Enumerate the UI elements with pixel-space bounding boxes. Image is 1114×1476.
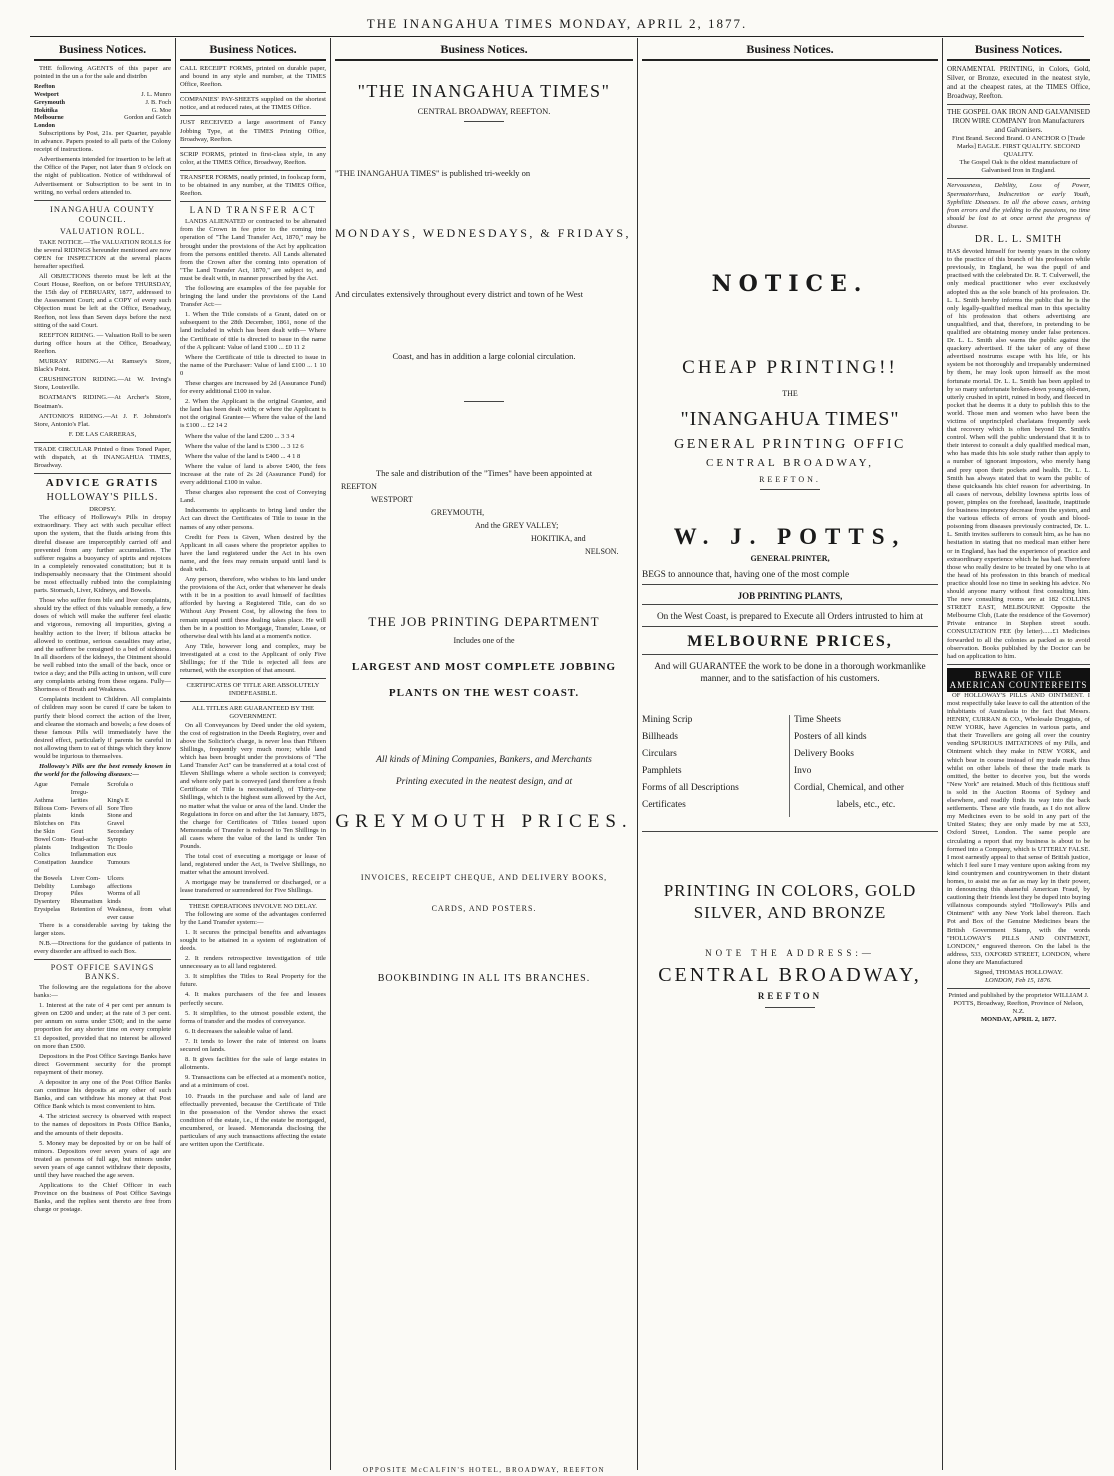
divider — [765, 1007, 815, 1008]
advantage-item: 8. It gives facilities for the sale of large estates in allotments. — [180, 1056, 326, 1072]
column-header: Business Notices. — [34, 38, 171, 61]
nb-text: N.B.—Directions for the guidance of patients in every disorder are affixed to each Box. — [34, 939, 171, 955]
melbourne-prices: MELBOURNE PRICES, — [687, 633, 893, 650]
holloway-signature: Signed, THOMAS HOLLOWAY. — [974, 969, 1063, 976]
beware-line-1: BEWARE OF VILE — [974, 669, 1063, 680]
table-row: London — [34, 122, 56, 130]
printing-text: Printing executed in the neatest design, and at — [395, 777, 573, 787]
savings-item: A depositor in any one of the Post Office Banks can continue his deposits at any other of such Banks, and can withdraw his money at that Post Office Bank which is most convenient to him. — [34, 1079, 171, 1111]
divider — [180, 701, 326, 702]
central-broadway: CENTRAL BROADWAY, — [658, 964, 922, 986]
printer-name: W. J. POTTS, — [673, 524, 907, 549]
bookbinding-text: BOOKBINDING IN ALL ITS BRANCHES. — [377, 973, 591, 984]
table-row: Constipation of Jaundice Tumours — [34, 859, 130, 875]
land-transfer-title: LAND TRANSFER ACT — [189, 205, 317, 216]
fee-item: These charges also represent the cost of Conveying Land. — [180, 489, 326, 505]
table-row: Asthma larities King's E — [34, 796, 129, 804]
fee-item: 2. When the Applicant is the original Grantee, and the land has been dealt with; or where the Applicant is not the original Grantee— Where the value of the land is £100 ... £2 14 2 — [180, 398, 326, 430]
fee-item: Where the value of the land is £300 ... 3 12 6 — [185, 442, 304, 450]
divider — [642, 604, 938, 605]
largest-text: LARGEST AND MOST COMPLETE JOBBING — [351, 661, 617, 673]
table-row: Colics Inflammation eux — [34, 851, 117, 859]
plants-text: PLANTS ON THE WEST COAST. — [388, 687, 580, 699]
imprint-text: Printed and published by the proprietor WILLIAM J. POTTS, Broadway, Reefton, Province of Nelson, N.Z. — [948, 992, 1089, 1016]
holloway-counterfeit-text — [947, 692, 1090, 985]
take-notice-text: TAKE NOTICE.—The VALUATION ROLLS for the several RIDINGS hereunder mentioned are now OPEN for INSPECTION at the several places hereafter specified. — [34, 238, 172, 270]
list-item: Certificates — [642, 800, 686, 810]
gospel-oak-notice: THE GOSPEL OAK IRON AND GALVANISED IRON WIRE COMPANY Iron Manufacturers and Galvanisers. — [947, 108, 1090, 134]
fee-item: These charges are increased by 2d (Assurance Fund) for every additional £100 in value. — [180, 380, 326, 396]
certificates-heading: CERTIFICATES OF TITLE ARE ABSOLUTELY INDEFEASIBLE. — [186, 682, 320, 698]
delay-heading: THESE OPERATIONS INVOLVE NO DELAY. — [188, 902, 318, 910]
fees-intro: The following are examples of the fee payable for bringing the land under the provisions of the Land Transfer Act:— — [180, 284, 326, 309]
divider — [760, 489, 820, 490]
cheap-printing-title: CHEAP PRINTING!! — [682, 357, 898, 378]
diseases-table — [34, 781, 171, 921]
agents-title: THE following AGENTS of this paper are pointed in the un a for the sale and distribn — [34, 65, 171, 81]
table-row: Westport J. L. Munro — [34, 90, 171, 98]
counterfeit-text: OF HOLLOWAY'S PILLS AND OINTMENT. I most respectfully take leave to call the attention of the inhabitants of Australasia to the fact that Messrs. HENRY, CURRAN & CO., Wholesale Druggists, of NEW YORK, have Agencies in various parts, and that their Travellers are going all over the country vending SPURIOUS IMITATIONS of my Pills, and Ointment which they make in NEW YORK, and which bear in course instead of my trade mark thus whilst on other labels of these the trade mark is omitted, the better to deceive you, but the words "New York" are retained. Much of this fictitious stuff is sold in the Auction Rooms of Sydney and elsewhere, and readily finds its way into the back settlements. These are vile frauds, as I do not allow my Medicines even to be sold in any part of the United States; they are only made by me at 533, Oxford Street, London. The same people are circulating a report that my business is about to be formed into a Company, which is UTTERLY FALSE. I most earnestly appeal to that sense of British justice, which I feel sure I may venture upon asking from my kind countrymen and countrywomen in their distant homes, to assist me as far as may lay in their power, in denouncing this shameful American Fraud, by cautioning their friends lest they be duped into buying villainous compounds styled "Holloway's Pills and Ointment" with any New York label thereon. Each Pot and Box of the Genuine Medicines bears the British Government Stamp, with the words "HOLLOWAY'S PILLS AND OINTMENT, LONDON," engraved thereon. On the label is the address, 533, OXFORD STREET, LONDON, where alone they are Manufactured — [947, 691, 1090, 966]
transfer-notice: TRANSFER FORMS, neatly printed, in foolscap form, to be obtained in any number, at the TIMES Office, Reefton. — [180, 173, 326, 198]
list-item: Posters of all kinds — [794, 732, 867, 742]
column-header: Business Notices. — [642, 38, 938, 61]
list-item: Circulars — [642, 749, 677, 759]
note-address: NOTE THE ADDRESS:— — [705, 948, 875, 958]
credit-text: Credit for Fees is Given, When desired by the Applicant in all cases where the proprietor applies to have the land registered under the Act in his own name, and the fees may remain unpaid until land is dealt with. — [180, 533, 326, 573]
advantages-intro: The following are some of the advantages conferred by the Land Transfer system:— — [180, 910, 326, 926]
doctor-name: DR. L. L. SMITH — [974, 234, 1063, 246]
land-transfer-notice — [180, 218, 326, 1149]
subscriptions-text: Subscriptions by Post, 21s. per Quarter, payable in advance. Papers posted to all parts of the Colony receipt of instructions. — [34, 129, 171, 154]
divider — [642, 626, 938, 627]
column-header: Business Notices. — [947, 38, 1090, 61]
table-row: Hokitika G. Moe — [34, 106, 171, 114]
greymouth-prices: GREYMOUTH PRICES. — [335, 811, 633, 832]
savings-item: 5. Money may be deposited by or on be half of minors. Depositors over seven years of age are treated as persons of full age, but minors under seven years of age cannot withdraw their deposits, until they have reached the age seven. — [34, 1139, 171, 1180]
scrip-notice: SCRIP FORMS, printed in first-class style, in any color, at the TIMES Office, Broadway, Reefton. — [180, 150, 326, 166]
savings-item: 4. The strictest secrecy is observed with respect to the names of depositors in Posts Office Banks, and the amounts of their deposits. — [34, 1113, 171, 1137]
advantage-item: 4. It makes purchasers of the fee and lessees perfectly secure. — [180, 991, 326, 1007]
table-row: Ague Female Irregu- Scrofula o — [34, 781, 134, 797]
job-department-title: THE JOB PRINTING DEPARTMENT — [368, 614, 600, 629]
table-row: Greymouth J. B. Foch — [34, 98, 171, 106]
table-row: Bowel Com- Head-ache Sympto — [34, 835, 127, 843]
printing-list — [642, 715, 938, 817]
table-row: Dropsy Piles Worms of all — [34, 890, 140, 898]
column-1 — [30, 38, 175, 1470]
agent-place: NELSON. — [585, 547, 619, 556]
objections-text: All OBJECTIONS thereto must be left at the Court House, Reefton, on or before THURSDAY, the 15th day of FEBRUARY, 1877, addressed to the Assessment Court; and a COPY of every such Objection must be left at the Office, Broadway, Reefton, not less than Seven days before the next sitting of the said Court. — [34, 273, 171, 329]
column-3-footer: OPPOSITE McCALFIN'S HOTEL, BROADWAY, REEFTON — [362, 1466, 606, 1474]
orders-text: On the West Coast, is prepared to Execute all Orders intrusted to him at — [656, 612, 924, 622]
riding-text: BOATMAN'S RIDING.—At Archer's Store, Boatman's. — [34, 394, 171, 410]
divider — [34, 442, 171, 443]
advantage-item: 7. It tends to lower the rate of interest on loans secured on lands. — [180, 1037, 326, 1054]
divider — [180, 678, 326, 679]
riding-text: CRUSHINGTON RIDING.—At W. Irving's Store, Louisville. — [34, 376, 171, 392]
fee-item: Where the value of the land £200 ... 3 3 4 — [185, 432, 295, 440]
companies-notice: COMPANIES' PAY-SHEETS supplied on the shortest notice, and at reduced rates, at the TIMES Office. — [180, 96, 326, 112]
divider — [34, 959, 171, 960]
riding-text: MURRAY RIDING.—At Ramsey's Store, Black's Point. — [34, 358, 171, 374]
divider — [180, 170, 326, 171]
column-header: Business Notices. — [335, 38, 633, 61]
agent-place: WESTPORT — [371, 495, 413, 504]
ornamental-notice: ORNAMENTAL PRINTING, in Colors, Gold, Silver, or Bronze, executed in the neatest style, and at the cheapest rates, at the TIMES Office, Broadway, Reefton. — [947, 65, 1090, 100]
children-text: Complaints incident to Children. All complaints of children may soon be cured if care be taken to purify their blood correct the action of the liver, and cleanse the stomach and bowels; a few doses of these famous Pills will immediately have the desired effect, particularly if parents be careful in not allowing them to eat of things which they know would be injurious to themselves. — [34, 696, 171, 760]
column-2 — [176, 38, 330, 1470]
list-item: Delivery Books — [794, 749, 854, 759]
paper-title: "THE INANGAHUA TIMES" — [357, 81, 611, 101]
divider — [642, 654, 938, 655]
published-text: "THE INANGAHUA TIMES" is published tri-weekly on — [335, 168, 531, 178]
divider — [947, 178, 1090, 179]
printing-list-left — [642, 715, 790, 817]
table-row: Melbourne Gordon and Gotch — [34, 114, 171, 122]
land-text: LANDS ALIENATED or contracted to be alienated from the Crown in fee prior to the coming into operation of "The Land Transfer Act, 1870," may be brought under the provisions of the Act by application from the persons entitled thereto. All Lands alienated from the Crown after the coming into operation of "The Land Transfer Act, 1870," are subject to, and must be dealt with, in manner prescribed by the Act. — [180, 218, 326, 282]
council-title: INANGAHUA COUNTY COUNCIL. — [49, 203, 155, 224]
table-row: Reefton — [34, 83, 55, 91]
agent-place: REEFTON — [341, 482, 377, 491]
imprint-date: MONDAY, APRIL 2, 1877. — [980, 1016, 1057, 1024]
masthead-title: THE INANGAHUA TIMES MONDAY, APRIL 2, 1877. — [366, 16, 748, 31]
printing-office: GENERAL PRINTING OFFIC — [674, 437, 906, 452]
doctor-text: HAS devoted himself for twenty years in the colony to the practice of this branch of his profession while previously, in England, he was the pupil of and practised with the celebrated Dr. R. T. Culverwell, the only medical practitioner who ever exclusively adopted this as the sole branch of his profession. Dr. L. L. Smith hereby informs the public that he is the only legally-qualified medical man in this speciality of his profession that others advertising are unqualified, and that, therefore, in pretending to be qualified are obtaining money under false pretences. Dr. L. L. Smith also warns the public against the quackery advertised. If the taker of any of these advertised nostrums escape with his life, or his system be not thoroughly and irreparably undermined by them, he may look upon himself as the most fortunate mortal. Dr. L. L. Smith has been applied to by so many unfortunate broken-down young old-men, utterly crushed in spirit, ruined in body, and fleeced in pocket that he deems it a duty to publish this to the world. Those men and women who have been the victims of unprincipled charlatans frequently seek that recovery which is often beyond Dr. Smith's control. When will the public understand that it is to their interest to consult a duly qualified medical man, who has made this his sole study rather than apply to a number of ignorant impostors, who merely hang and prey upon their pockets and health. Dr. L. L. Smith has always stated that to warn the public of these quicksands his chief reason for advertising. In all cases of nervous, debility lowness spirits loss of power, pimples on the forehead, lassitude, inaptitude for business impotency decrease from the system, and the various effects of errors of youth and blood-poisoning from diseases previously contracted, Dr. L. L. Smith invites sufferers to consult him, as he has no hesitation in stating that no medical man either here or in England, has had the experience of practice and extraordinary experience which he has had. Therefore those who really desire to be treated by one who is at the head of his profession in this branch of medical practice should lose no time in seeking his advice. No should anyone marry without first consulting him. The new consulting rooms are at 182 COLLINS STREET EAST, MELBOURNE Opposite the Melbourne Club, (Late the residence of the Governor) Private entrance in Stephen street south. CONSULTATION FEE (by letter)......£1 Medicines forwarded to all the colonies as packed as to avoid observation. Books published by the Doctor can be had on application to him. — [947, 248, 1090, 660]
fee-item: Where the Certificate of title is directed to issue in the name of the Purchaser: Value of land £100 ... 1 10 0 — [180, 353, 326, 377]
paper-address: CENTRAL BROADWAY, REEFTON. — [417, 106, 551, 116]
total-cost-text: The total cost of executing a mortgage or lease of land, registered under the Act, is Twelve Shillings, no matter what the amount involved. — [180, 853, 326, 877]
list-item: Pamphlets — [642, 766, 682, 776]
notice-title: NOTICE. — [711, 271, 869, 297]
any-person-text: Any person, therefore, who wishes to his land under the provisions of the Act, order that whenever he deals with it be in a position to avail himself of facilities afforded by having a Registered Title, can do so Without Any Present Cost, by allowing the fees to remain unpaid until these dealing takes place. He will then be in a position to Mortgage, Transfer, Lease, or otherwise deal with his land at a moment's notice. — [180, 576, 326, 640]
call-receipt-notice: CALL RECEIPT FORMS, printed on durable paper, and bound in any style and number, at the TIMES Office, Reefton. — [180, 65, 326, 89]
table-row: plaints Indigestion Tic Doulo — [34, 843, 133, 851]
riding-text: ANTONIO'S RIDING.—At J. F. Johnston's Store, Antonio's Flat. — [34, 412, 171, 428]
list-item: Forms of all Descriptions — [642, 783, 739, 793]
any-title-text: Any Title, however long and complex, may be investigated at a cost to the Applicant of only Five Shillings; for if the Title is rejected all fees are returned, with the exception of that amount. — [180, 642, 326, 675]
masthead — [0, 0, 1114, 40]
inducements-text: Inducements to applicants to bring land under the Act can direct the Certificates of Title to issue in the names of any other persons. — [180, 507, 326, 531]
savings-intro: The following are the regulations for the above banks:— — [34, 983, 171, 1000]
cards-text: CARDS, AND POSTERS. — [431, 904, 537, 913]
plants-heading: JOB PRINTING PLANTS, — [737, 591, 843, 601]
mining-companies-text: All kinds of Mining Companies, Bankers, and Merchants — [376, 755, 592, 765]
table-row: Debility Lumbago affections — [34, 882, 132, 890]
table-row: Bilious Com- Fevers of all Sore Thro — [34, 804, 133, 812]
list-item: labels, etc., etc. — [836, 800, 896, 810]
remedy-text: Holloway's Pills are the best remedy known in the world for the following diseases:— — [34, 763, 171, 779]
advantage-item: 2. It renders retrospective investigation of title unnecessary as to all land registered. — [180, 955, 326, 971]
holloway-date: LONDON, Feb 15, 1876. — [985, 977, 1052, 985]
saving-text: There is a considerable saving by taking the larger sizes. — [34, 921, 171, 937]
brands-text: First Brand. Second Brand. O ANCHOR O [Trade Marks] EAGLE. FIRST QUALITY. SECOND QUALITY. — [952, 135, 1085, 159]
table-row: Dysentery Rheumatism kinds — [34, 898, 121, 906]
divider — [34, 473, 171, 474]
beware-banner — [947, 668, 1090, 692]
gospel-oak-text: The Gospel Oak is the oldest manufacture of Galvanised Iron in England. — [959, 159, 1078, 175]
colors-text: PRINTING IN COLORS, GOLD SILVER, AND BRONZE — [663, 881, 917, 922]
savings-item: Depositors in the Post Office Savings Banks have direct Government security for the prompt repayment of their money. — [34, 1052, 171, 1076]
liver-text: Those who suffer from bile and liver complaints, should try the effect of this valuable remedy, a few doses of which will make the sufferer feel elastic and vigorous, removing all impurities, giving a healthy action to the liver; if bilious attacks be allowed to continue, serious casualties may arise, and the sufferer be consigned to a bed of sickness. In all disorders of the kidneys, the Ointment should be well rubbed into the small of the back, once or twice a day; and the Pills acting in unison, will cure any complaints arising from these organs. Fully—Shortness of Breath and Weakness. — [34, 597, 171, 694]
masthead-rule — [30, 36, 1084, 37]
list-item: Time Sheets — [794, 715, 841, 725]
divider — [180, 147, 326, 148]
divider — [947, 664, 1090, 665]
distribution-agents — [335, 482, 633, 556]
printer-title: GENERAL PRINTER, — [750, 554, 830, 563]
table-row: Blotches on Fits Gravel — [34, 820, 125, 828]
column-3 — [331, 38, 637, 1470]
invoices-text: INVOICES, RECEIPT CHEQUE, AND DELIVERY BOOKS, — [360, 873, 608, 882]
valuation-roll-title: VALUATION ROLL. — [59, 226, 146, 236]
paper-name: "INANGAHUA TIMES" — [680, 408, 900, 430]
savings-title: POST OFFICE SAVINGS BANKS. — [50, 962, 155, 981]
signature: F. DE LAS CARRERAS, — [68, 430, 137, 438]
table-row: the Bowels Liver Com- Ulcers — [34, 874, 124, 882]
table-row: plaints kinds Stone and — [34, 812, 133, 820]
type-notice: JUST RECEIVED a large assortment of Fancy Jobbing Type, at the TIMES Printing Office, Broadway, Reefton. — [180, 119, 326, 143]
divider — [180, 899, 326, 900]
guaranteed-heading: ALL TITLES ARE GUARANTEED BY THE GOVERNMENT. — [191, 705, 315, 721]
table-row: the Skin Gout Secondary — [34, 828, 134, 836]
divider — [34, 200, 171, 201]
announce-text: BEGS to announce that, having one of the most comple — [642, 570, 850, 580]
advantage-item: 10. Frauds in the purchase and sale of land are effectually prevented, because the Certificate of Title in the possession of the Vendor shows the exact condition of the estate, i.e., if the estate be mortgaged, encumbered, or leased. Memoranda disclosing the particulars of any such transactions affecting the estate are written upon the Certificate. — [180, 1092, 326, 1149]
agent-place: HOKITIKA, and — [531, 534, 586, 543]
table-row: Erysipelas Retention of Weakness, from what ever cause — [34, 906, 171, 921]
divider — [947, 104, 1090, 105]
beware-line-2: AMERICAN COUNTERFEITS — [949, 679, 1088, 690]
holloway-notice — [34, 506, 171, 956]
divider — [642, 584, 938, 585]
divider — [947, 988, 1090, 989]
divider — [180, 115, 326, 116]
divider — [642, 831, 938, 832]
savings-notice — [34, 984, 171, 1215]
list-item: Billheads — [642, 732, 678, 742]
agents-notice — [34, 65, 171, 197]
circulation-text: And circulates extensively throughout every district and town of he West — [335, 289, 583, 299]
divider — [464, 121, 504, 122]
mortgage-text: A mortgage may be transferred or discharged, or a lease transferred or surrendered for Five Shillings. — [180, 879, 326, 895]
column-5 — [943, 38, 1094, 1470]
advice-title: ADVICE GRATIS — [45, 477, 160, 490]
agent-place: GREYMOUTH, — [431, 508, 485, 517]
printing-list-right — [790, 715, 938, 817]
the-text: THE — [782, 389, 798, 398]
agents-table — [34, 83, 171, 130]
advantage-item: 1. It secures the principal benefits and advantages sought to be attained in a system of registration of deeds. — [180, 928, 326, 952]
publication-days: MONDAYS, WEDNESDAYS, & FRIDAYS, — [335, 226, 631, 240]
riding-text: REEFTON RIDING. — Valuation Roll to be seen during office hours at the Office, Broadway, Reefton. — [34, 331, 171, 355]
savings-item: 1. Interest at the rate of 4 per cent per annum is given on £200 and under; at the rate of 3 per cent. per annum on sums under £500; and in the same proportion for any shorter time on every complete £1 deposited, provided that no interest be allowed on more than £500. — [34, 1002, 171, 1050]
list-item: Mining Scrip — [642, 715, 693, 725]
fee-item: Where the value of land is above £400, the fees increase at the rate of 2s 2d (Assurance Fund) for every additional £100 in value. — [180, 462, 326, 487]
office-town: REEFTON. — [759, 475, 821, 484]
advantage-item: 9. Transactions can be effected at a moment's notice, and at a minimum of cost. — [180, 1074, 326, 1090]
holloway-title: HOLLOWAY'S PILLS. — [46, 492, 159, 504]
column-4 — [638, 38, 942, 1470]
list-item: Invo — [794, 766, 812, 776]
dropsy-text: The efficacy of Holloway's Pills in dropsy extraordinary. They act with such peculiar effect upon the system, that the fluids arising from this direful disease are imperceptibly carried off and prevented from any further accumulation. The sufferer regains a buoyancy of spirits and rejoices in a completely renovated constitution; but it is indispensably necessary that the Ointment should be most effectually rubbed into the complaining parts. Stomach, Liver, Kidneys, and Bowels. — [34, 514, 171, 595]
divider — [180, 201, 326, 202]
divider — [464, 401, 504, 402]
nervousness-text: Nervousness, Debility, Loss of Power, Spermatorrhæa, Indiscretion or early Youth, Syphilitic Diseases. In all the above cases, arising from errors and the yielding to the passions, no time should be lost to at once arrest the progress of disease. — [947, 182, 1090, 230]
dropsy-heading: DROPSY. — [89, 506, 116, 514]
distribution-text: The sale and distribution of the "Times" have been appointed at — [375, 468, 593, 478]
agent-place: And the GREY VALLEY; — [475, 521, 559, 530]
savings-item: Applications to the Chief Officer in each Province on the business of Post Office Savings Banks, and the replies sent thereto are free from charge or postage. — [34, 1182, 171, 1214]
advantage-item: 6. It decreases the saleable value of land. — [185, 1027, 293, 1035]
reefton-text: REEFTON — [757, 991, 823, 1001]
conveyances-text: On all Conveyances by Deed under the old system, the cost of registration in the Deeds Registry, over and above the Solicitor's charge, is never less than Fifteen Shillings, frequently very much more; while land which has been brought under the provisions of "The Land Transfer Act" can be transferred at a total cost of Eleven Shillings where a whole section is conveyed; and where only part is conveyed (and therefore a fresh Certificate of Title is necessitated), of Thirty-one Shillings, which is the highest sum allowed by the Act, no matter what the value or area of the land. Under the Regulations in force on and after the 1st January, 1875, the charge for Certificates of Titles issued upon Memoranda of Transfer is reduced to Ten Shillings in all cases where the value of the land is under Ten Pounds. — [180, 721, 326, 850]
list-item: Cordial, Chemical, and other — [794, 783, 905, 793]
includes-text: Includes one of the — [453, 636, 515, 645]
divider — [180, 92, 326, 93]
office-address: CENTRAL BROADWAY, — [706, 457, 874, 469]
trade-circular-text: TRADE CIRCULAR Printed o fines Toned Paper, with dispatch, at th INANGAHUA TIMES, Broadway. — [34, 445, 171, 470]
advantage-item: 3. It simplifies the Titles to Real Property for the future. — [180, 973, 326, 989]
fee-item: Where the value of the land is £400 ... 4 1 8 — [185, 452, 301, 460]
guarantee-text: And will GUARANTEE the work to be done in a thorough workmanlike manner, and to the satisfaction of his customers. — [654, 662, 926, 684]
fee-item: 1. When the Title consists of a Grant, dated on or subsequent to the 28th December, 1861, none of the land included in which has been dealt with— Where the Certificate of title is directed to issue in the name of the A pplicant: Value of land £100 ... £0 11 2 — [180, 311, 326, 351]
circulation-text-2: Coast, and has in addition a large colonial circulation. — [392, 351, 576, 361]
column-header: Business Notices. — [180, 38, 326, 61]
advantage-item: 5. It simplifies, to the utmost possible extent, the forms of transfer and the modes of conveyance. — [180, 1009, 326, 1025]
advertisements-text: Advertisements intended for insertion to be left at the Office of the Paper, not later than 9 o'clock on the night of publication. Notice of withdrawal of Advertisement or Subscription to be sent in in writing, no verbal orders attended to. — [34, 156, 171, 196]
valuation-notice — [34, 239, 171, 439]
